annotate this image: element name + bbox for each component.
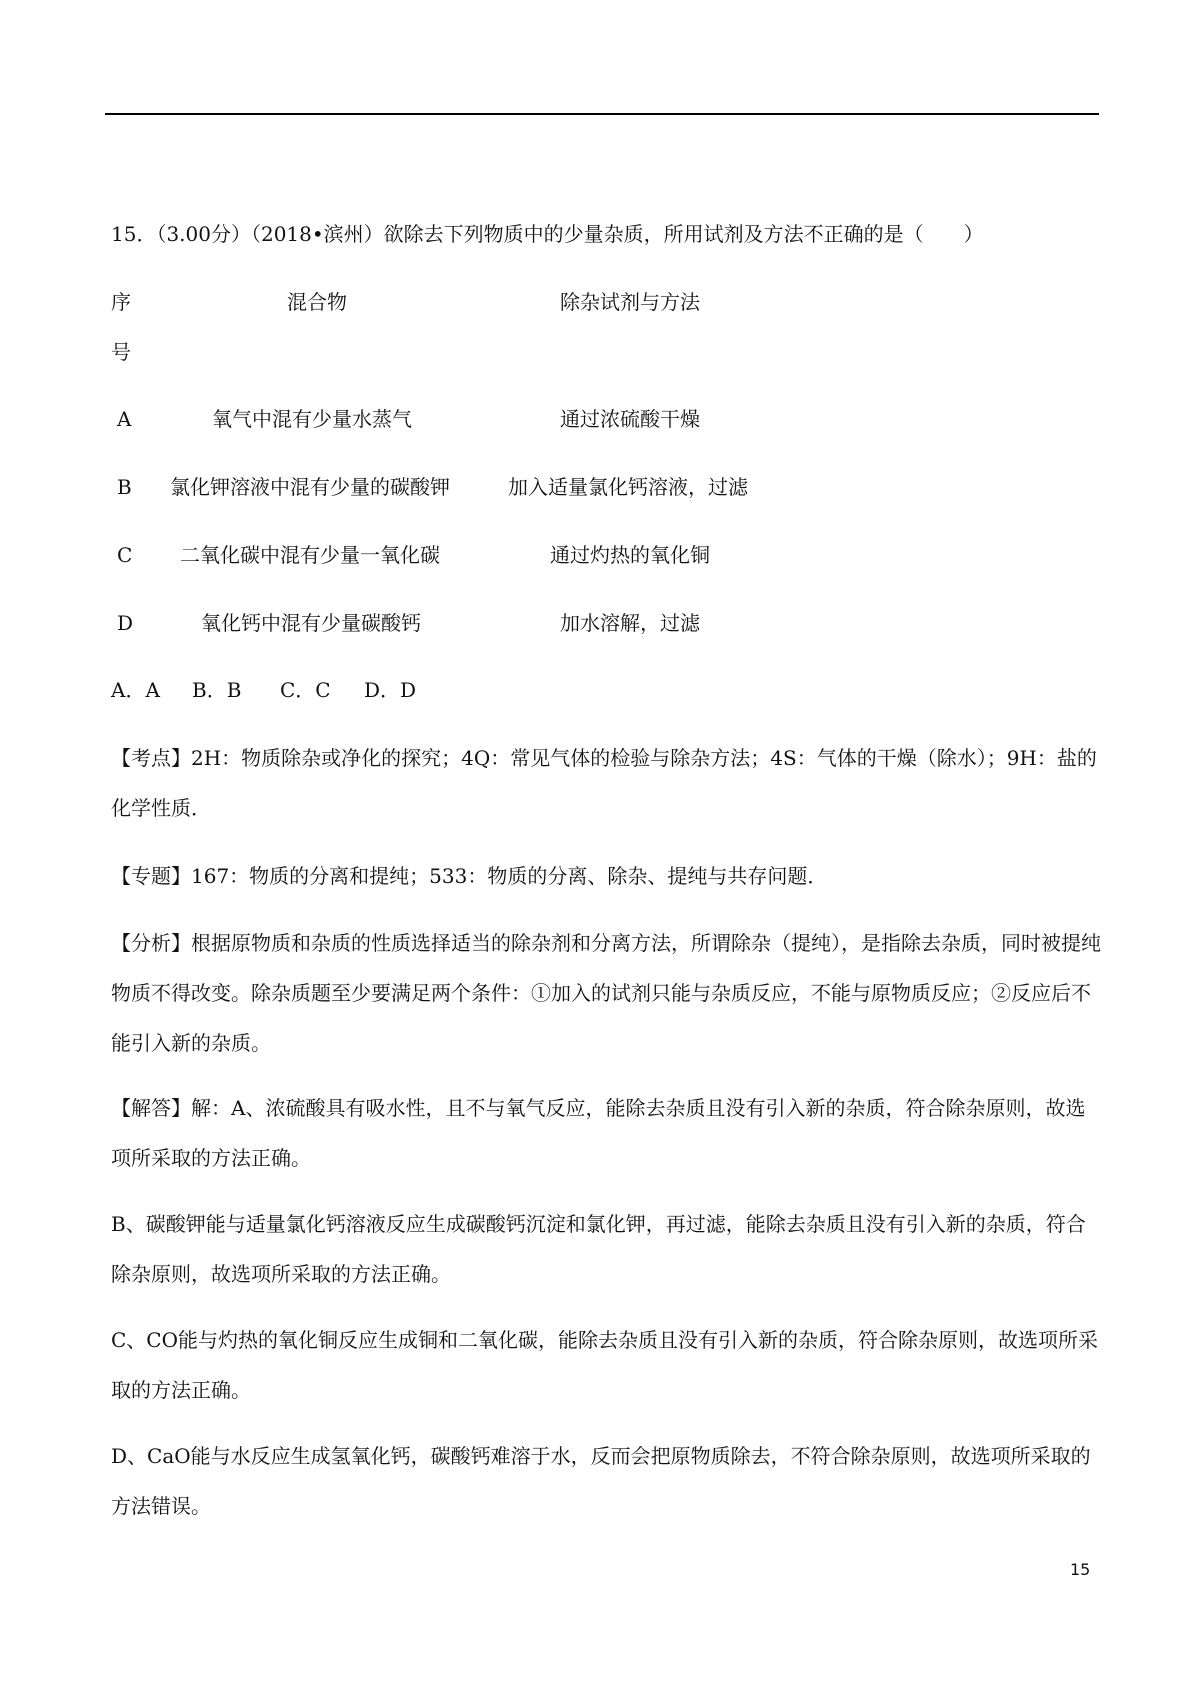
table-row-id: A [117, 407, 132, 431]
table-row-id: C [117, 543, 133, 567]
table-row-mixture: 氧气中混有少量水蒸气 [212, 407, 412, 431]
table-header-mixture: 混合物 [287, 290, 347, 314]
table-row-mixture: 二氧化碳中混有少量一氧化碳 [180, 543, 440, 567]
table-header-index-line2: 号 [111, 340, 131, 364]
kaodian-paragraph: 【考点】2H：物质除杂或净化的探究；4Q：常见气体的检验与除杂方法；4S：气体的干燥（除水）；9H：盐的化学性质． [111, 746, 1097, 820]
option-b: B．B [192, 678, 242, 702]
table-row-method: 加水溶解，过滤 [560, 611, 700, 635]
zhuanti-paragraph: 【专题】167：物质的分离和提纯；533：物质的分离、除杂、提纯与共存问题． [111, 864, 828, 888]
option-a: A．A [111, 678, 160, 702]
solution-c-paragraph: C、CO能与灼热的氧化铜反应生成铜和二氧化碳，能除去杂质且没有引入新的杂质，符合除杂原则，故选项所采取的方法正确。 [111, 1328, 1099, 1402]
solution-d-paragraph: D、CaO能与水反应生成氢氧化钙，碳酸钙难溶于水，反而会把原物质除去，不符合除杂原则，故选项所采取的方法错误。 [111, 1444, 1091, 1518]
fenxi-paragraph: 【分析】根据原物质和杂质的性质选择适当的除杂剂和分离方法，所谓除杂（提纯），是指除去杂质，同时被提纯物质不得改变。除杂质题至少要满足两个条件：①加入的试剂只能与杂质反应，不能与原物质反应；②反应后不能引入新的杂质。 [111, 931, 1101, 1055]
table-row-mixture: 氧化钙中混有少量碳酸钙 [201, 611, 421, 635]
table-row-method: 通过浓硫酸干燥 [560, 407, 700, 431]
table-row-id: D [117, 611, 134, 635]
option-d: D．D [364, 678, 417, 702]
table-row-id: B [117, 475, 132, 499]
table-row-method: 通过灼热的氧化铜 [550, 543, 710, 567]
solution-b-paragraph: B、碳酸钾能与适量氯化钙溶液反应生成碳酸钙沉淀和氯化钾，再过滤，能除去杂质且没有引入新的杂质，符合除杂原则，故选项所采取的方法正确。 [111, 1212, 1086, 1286]
table-header-method: 除杂试剂与方法 [560, 290, 700, 314]
question-stem: 15．（3.00分）（2018•滨州）欲除去下列物质中的少量杂质，所用试剂及方法不正确的是（ ） [111, 222, 984, 246]
table-row-method: 加入适量氯化钙溶液，过滤 [508, 475, 748, 499]
table-header-index: 序 [111, 290, 131, 314]
option-c: C．C [280, 678, 331, 702]
header-rule [105, 113, 1099, 115]
page-number: 15 [1070, 1560, 1091, 1579]
table-row-mixture: 氯化钾溶液中混有少量的碳酸钾 [170, 475, 450, 499]
jieda-paragraph: 【解答】解：A、浓硫酸具有吸水性，且不与氧气反应，能除去杂质且没有引入新的杂质，符合除杂原则，故选项所采取的方法正确。 [111, 1096, 1086, 1170]
